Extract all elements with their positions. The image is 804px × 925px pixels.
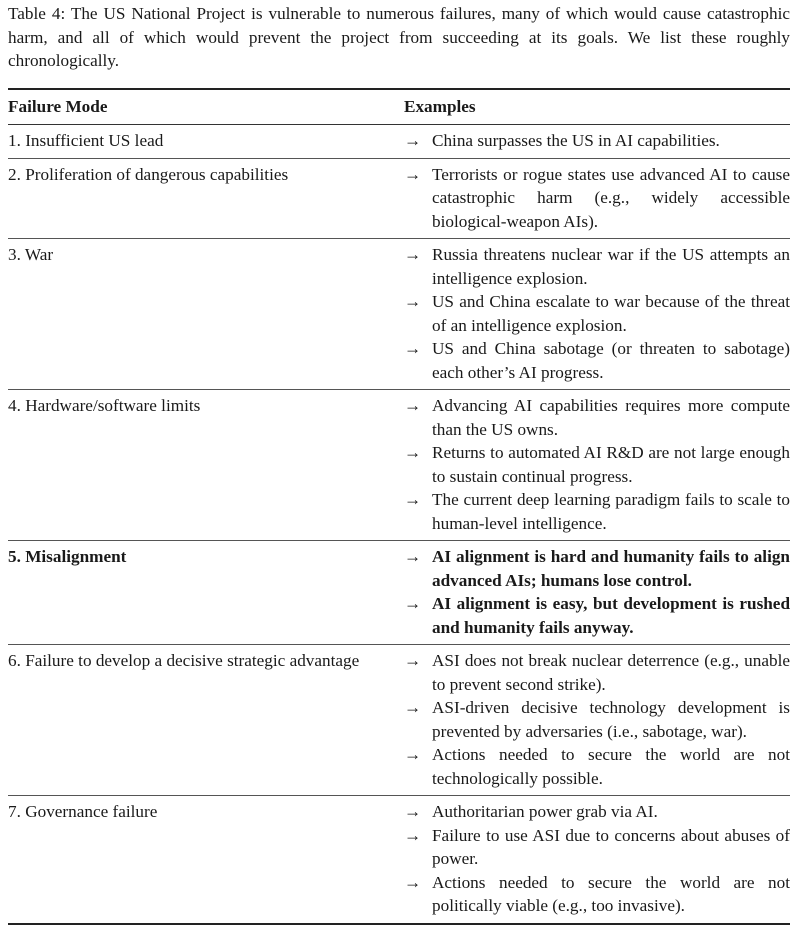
right-arrow-icon: →: [404, 131, 422, 150]
table-row: [8, 158, 790, 239]
header-examples: Examples: [404, 96, 476, 116]
example-item: [404, 290, 790, 337]
example-text: China surpasses the US in AI capabilities.: [432, 131, 720, 150]
right-arrow-icon: →: [404, 339, 422, 358]
example-text: Russia threatens nuclear war if the US attempts an intelligence explosion.: [432, 245, 790, 288]
right-arrow-icon: →: [404, 164, 422, 184]
table-row: [8, 125, 790, 159]
table-row: [8, 239, 790, 390]
table-row: [8, 390, 790, 541]
examples-cell: [404, 390, 790, 541]
example-item: [404, 337, 790, 384]
example-item: [404, 243, 790, 290]
table-body: [8, 125, 790, 924]
right-arrow-icon: →: [404, 698, 422, 717]
right-arrow-icon: →: [404, 594, 422, 613]
example-text: AI alignment is hard and humanity fails to align advanced AIs; humans lose control.: [432, 547, 790, 590]
table-row: [8, 796, 790, 924]
failure-mode-cell: 3. War: [8, 245, 54, 264]
example-text: ASI does not break nuclear deterrence (e.g., unable to prevent second strike).: [432, 651, 790, 694]
failure-mode-cell: 6. Failure to develop a decisive strategic advantage: [8, 651, 360, 670]
failure-mode-cell: 4. Hardware/software limits: [8, 396, 201, 415]
failure-mode-cell: 1. Insufficient US lead: [8, 131, 164, 150]
right-arrow-icon: →: [404, 396, 422, 415]
example-item: [404, 743, 790, 790]
failure-modes-table: [8, 88, 790, 925]
example-text: US and China sabotage (or threaten to sabotage) each other’s AI progress.: [432, 339, 790, 382]
example-item: [404, 129, 790, 153]
header-failure-mode: Failure Mode: [8, 96, 108, 116]
right-arrow-icon: →: [404, 872, 422, 892]
table-caption: Table 4: The US National Project is vulnerable to numerous failures, many of which would cause catastrophic harm, and all of which would prevent the project from succeeding at its goals. We list these roughly chronologically.: [8, 4, 790, 70]
right-arrow-icon: →: [404, 443, 422, 462]
example-item: [404, 696, 790, 743]
example-item: [404, 649, 790, 696]
example-text: The current deep learning paradigm fails to scale to human-level intelligence.: [432, 490, 790, 533]
example-item: [404, 592, 790, 639]
examples-cell: [404, 645, 790, 796]
example-item: [404, 163, 790, 234]
right-arrow-icon: →: [404, 490, 422, 509]
example-text: US and China escalate to war because of the threat of an intelligence explosion.: [432, 292, 790, 335]
example-text: AI alignment is easy, but development is rushed and humanity fails anyway.: [432, 594, 790, 637]
example-text: Actions needed to secure the world are not technologically possible.: [432, 745, 790, 788]
example-item: [404, 800, 790, 824]
example-item: [404, 488, 790, 535]
example-item: [404, 824, 790, 871]
right-arrow-icon: →: [404, 245, 422, 264]
examples-cell: [404, 541, 790, 645]
example-item: [404, 871, 790, 918]
example-item: [404, 441, 790, 488]
example-item: [404, 394, 790, 441]
example-text: Failure to use ASI due to concerns about abuses of power.: [432, 825, 790, 868]
example-text: Advancing AI capabilities requires more compute than the US owns.: [432, 396, 790, 439]
failure-mode-cell: 7. Governance failure: [8, 802, 158, 821]
right-arrow-icon: →: [404, 745, 422, 764]
failure-mode-cell: 2. Proliferation of dangerous capabilities: [8, 164, 289, 184]
failure-mode-cell: 5. Misalignment: [8, 547, 127, 566]
example-text: Returns to automated AI R&D are not large enough to sustain continual progress.: [432, 443, 790, 486]
right-arrow-icon: →: [404, 292, 422, 311]
right-arrow-icon: →: [404, 802, 422, 821]
example-text: Actions needed to secure the world are not politically viable (e.g., too invasive).: [432, 872, 790, 915]
example-text: ASI-driven decisive technology development is prevented by adversaries (i.e., sabotage, war).: [432, 698, 790, 741]
examples-cell: [404, 125, 790, 159]
example-text: Authoritarian power grab via AI.: [432, 802, 658, 821]
right-arrow-icon: →: [404, 547, 422, 566]
examples-cell: [404, 239, 790, 390]
table-row: [8, 645, 790, 796]
table-header-row: [8, 89, 790, 125]
example-text: Terrorists or rogue states use advanced AI to cause catastrophic harm (e.g., widely accessible biological-weapon AIs).: [432, 164, 790, 231]
page: [0, 2, 804, 925]
examples-cell: [404, 158, 790, 239]
examples-cell: [404, 796, 790, 924]
table-row: [8, 541, 790, 645]
right-arrow-icon: →: [404, 825, 422, 845]
right-arrow-icon: →: [404, 651, 422, 670]
example-item: [404, 545, 790, 592]
